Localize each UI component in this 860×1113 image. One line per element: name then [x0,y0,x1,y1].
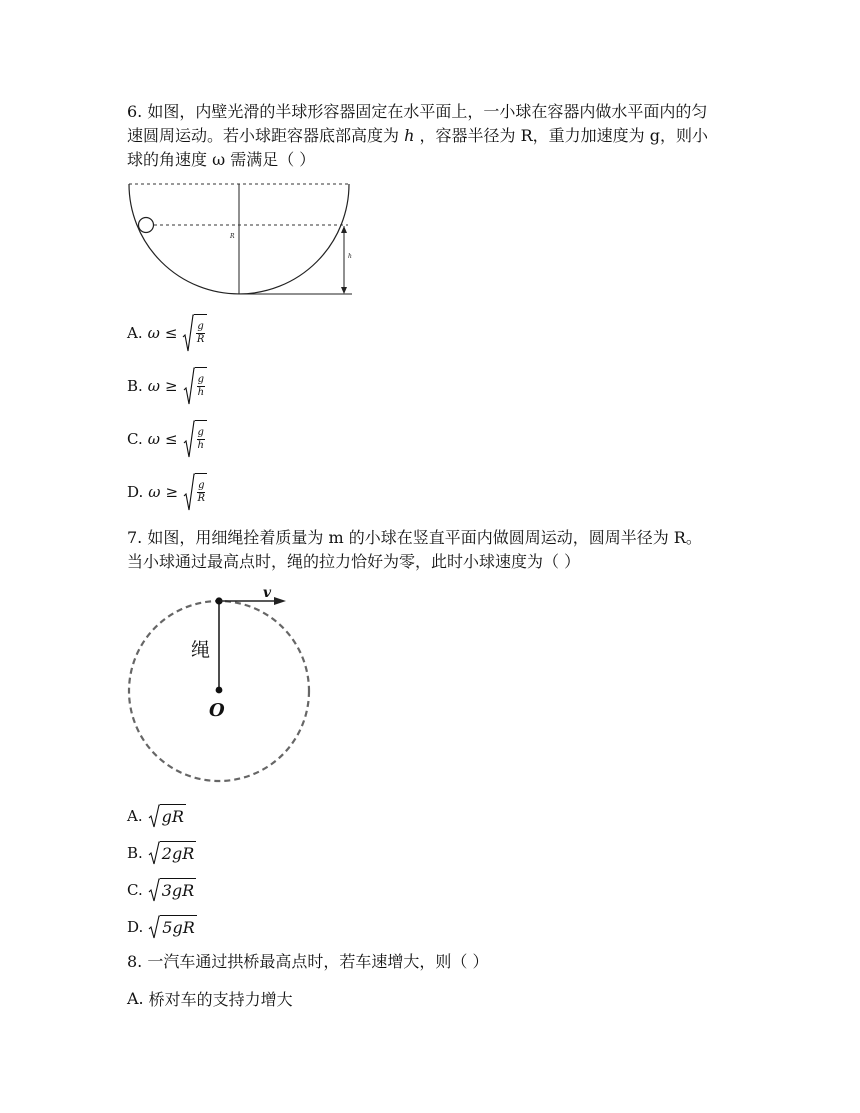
question-6-line-1: 6. 如图，内壁光滑的半球形容器固定在水平面上，一小球在容器内做水平面内的匀 [127,102,708,121]
height-arrow-head-top [341,226,347,233]
q7-option-a[interactable] [127,804,186,828]
radicand: 2gR [160,841,196,865]
label-h: h [348,253,352,260]
option-label: C. [127,430,143,448]
square-root [148,804,186,828]
fraction-numerator: g [197,321,204,332]
fraction-numerator: g [198,480,205,491]
square-root [183,420,207,458]
question-7 [127,526,747,574]
label-O: O [209,700,225,721]
fraction-denominator: ℎ [197,440,204,451]
radical-sign-icon [183,420,195,458]
option-label: D. [127,483,144,501]
question-6-line-2: 速圆周运动。若小球距容器底部高度为 ℎ ，容器半径为 R，重力加速度为 g，则小 [127,126,708,145]
radicand: gR [160,804,186,828]
ball [139,218,154,233]
omega-symbol: ω [147,377,161,395]
question-6-line-3: 球的角速度 ω 需满足（ ） [127,150,316,169]
q8-option-a[interactable] [127,987,293,1010]
q6-option-d[interactable] [127,473,207,511]
option-label: A. [127,989,144,1008]
radicand: 3gR [160,878,196,902]
option-text: 桥对车的支持力增大 [148,990,293,1009]
velocity-arrow-head [274,597,286,605]
label-R: R [230,233,235,240]
option-label: C. [127,881,143,899]
option-label: B. [127,844,143,862]
square-root [182,314,206,352]
question-6 [127,100,747,172]
q7-option-b[interactable] [127,841,196,865]
radical-sign-icon [148,804,160,828]
omega-symbol: ω [147,324,160,342]
square-root [183,367,207,405]
q7-option-d[interactable] [127,915,197,939]
omega-symbol: ω [147,430,160,448]
vertical-circle-figure [120,580,320,786]
relation-symbol: ≥ [165,483,179,501]
fraction-denominator: R [196,334,205,345]
square-root [148,915,196,939]
option-label: D. [127,918,144,936]
q6-option-c[interactable] [127,420,207,458]
label-rope: 绳 [191,639,211,661]
radical-sign-icon [183,473,195,511]
fraction-numerator: g [197,374,205,385]
fraction-denominator: R [197,493,206,504]
relation-symbol: ≤ [164,430,178,448]
relation-symbol: ≤ [164,324,178,342]
q7-option-c[interactable] [127,878,196,902]
question-8-line-1: 8. 一汽车通过拱桥最高点时，若车速增大，则（ ） [127,952,489,971]
question-7-line-1: 7. 如图，用细绳拴着质量为 m 的小球在竖直平面内做圆周运动，圆周半径为 R。 [127,528,702,547]
radical-sign-icon [182,314,194,352]
radical-sign-icon [148,841,160,865]
radical-sign-icon [148,878,160,902]
relation-symbol: ≥ [165,377,178,395]
option-label: B. [127,377,143,395]
omega-symbol: ω [148,483,161,501]
height-arrow-head-bottom [341,287,347,294]
question-7-line-2: 当小球通过最高点时，绳的拉力恰好为零，此时小球速度为（ ） [127,552,581,571]
fraction-numerator: g [197,427,204,438]
option-label: A. [127,807,143,825]
square-root [148,878,196,902]
q6-option-b[interactable] [127,367,207,405]
q6-option-a[interactable] [127,314,207,352]
option-label: A. [127,324,143,342]
square-root [183,473,207,511]
fraction-denominator: ℎ [197,387,205,398]
hemisphere-figure [120,178,360,300]
radical-sign-icon [183,367,195,405]
label-v: v [263,585,272,601]
center-point [216,687,223,694]
question-8 [127,950,747,974]
square-root [148,841,196,865]
radicand: 5gR [160,915,196,939]
radical-sign-icon [148,915,160,939]
